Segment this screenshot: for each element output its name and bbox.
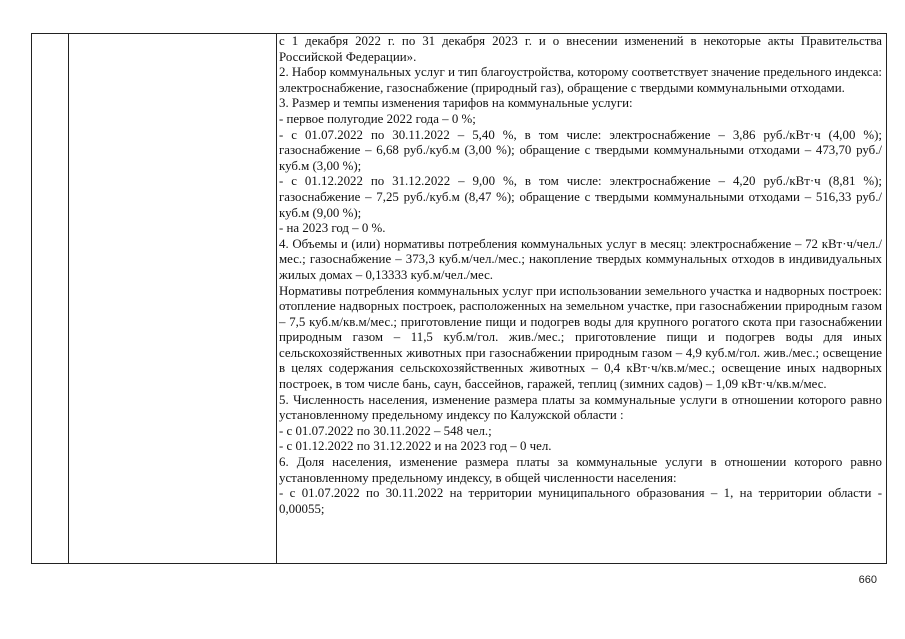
table-column-number — [32, 34, 69, 563]
paragraph-2-services-set: 2. Набор коммунальных услуг и тип благоустройства, которому соответствует значение предельного индекса: электроснабжение, газоснабжение (природный газ), обращение с твердыми коммунальными отходами. — [279, 65, 882, 95]
paragraph-5-jul-nov-2022: - с 01.07.2022 по 30.11.2022 – 548 чел.; — [279, 423, 492, 438]
paragraph-3-dec-2022: - с 01.12.2022 по 31.12.2022 – 9,00 %, в том числе: электроснабжение – 4,20 руб./кВт·ч (8,81 %); газоснабжение – 7,25 руб./куб.м (8,47 %); обращение с твердыми коммунальными отходами – 516,33 руб./куб.м (9,00 %); — [279, 174, 882, 220]
table-column-name — [68, 34, 277, 563]
paragraph-5-population-heading: 5. Численность населения, изменение размера платы за коммунальные услуги в отношении которого равно установленному предельному индексу по Калужской области : — [279, 392, 882, 423]
paragraph-4-land-plot-norms: Нормативы потребления коммунальных услуг при использовании земельного участка и надворных построек: отопление надворных построек, расположенных на земельном участке, при газоснабжении природным газом – 7,5 куб.м/кв.м/мес.; приготовление пищи и подогрев воды для крупного рогатого скота при газоснабжении природным газом – 11,5 куб.м/гол. жив./мес.; приготовление пищи и подогрев воды для иных сельскохозяйственных животных при газоснабжении природным газом – 4,9 куб.м/гол. жив./мес.; освещение в целях содержания сельскохозяйственных животных – 0,4 кВт·ч/кв.м/мес.; освещение иных надворных построек, в том числе бань, саун, бассейнов, гаражей, теплиц (зимних садов) – 1,09 кВт·ч/кв.м/мес. — [279, 283, 882, 392]
paragraph-3-year-2023: - на 2023 год – 0 %. — [279, 221, 386, 236]
paragraph-6-jul-nov-2022: - с 01.07.2022 по 30.11.2022 на территории муниципального образования – 1, на территории области - 0,00055; — [279, 486, 882, 516]
paragraph-intro-continuation: с 1 декабря 2022 г. по 31 декабря 2023 г. и о внесении изменений в некоторые акты Правительства Российской Федерации». — [279, 34, 882, 64]
paragraph-3-first-half-2022: - первое полугодие 2022 года – 0 %; — [279, 111, 476, 126]
paragraph-6-population-share-heading: 6. Доля населения, изменение размера платы за коммунальные услуги в отношении которого равно установленному предельному индексу, в общей численности населения: — [279, 455, 882, 485]
table-column-content — [276, 34, 886, 563]
paragraph-3-tariffs-heading: 3. Размер и темпы изменения тарифов на коммунальные услуги: — [279, 96, 633, 111]
paragraph-5-dec-2022-2023: - с 01.12.2022 по 31.12.2022 и на 2023 год – 0 чел. — [279, 439, 552, 454]
page-number: 660 — [858, 574, 877, 586]
paragraph-4-consumption-volumes: 4. Объемы и (или) нормативы потребления коммунальных услуг в месяц: электроснабжение – 72 кВт·ч/чел./мес.; газоснабжение – 373,3 куб.м/чел./мес.; накопление твердых коммунальных отходов в индивидуальных жилых домах – 0,13333 куб.м/чел./мес. — [279, 236, 882, 282]
paragraph-3-jul-nov-2022: - с 01.07.2022 по 30.11.2022 – 5,40 %, в том числе: электроснабжение – 3,86 руб./кВт·ч (4,00 %); газоснабжение – 6,68 руб./куб.м (3,00 %); обращение с твердыми коммунальными отходами – 473,70 руб./куб.м (3,00 %); — [279, 127, 882, 173]
document-table — [31, 33, 887, 564]
